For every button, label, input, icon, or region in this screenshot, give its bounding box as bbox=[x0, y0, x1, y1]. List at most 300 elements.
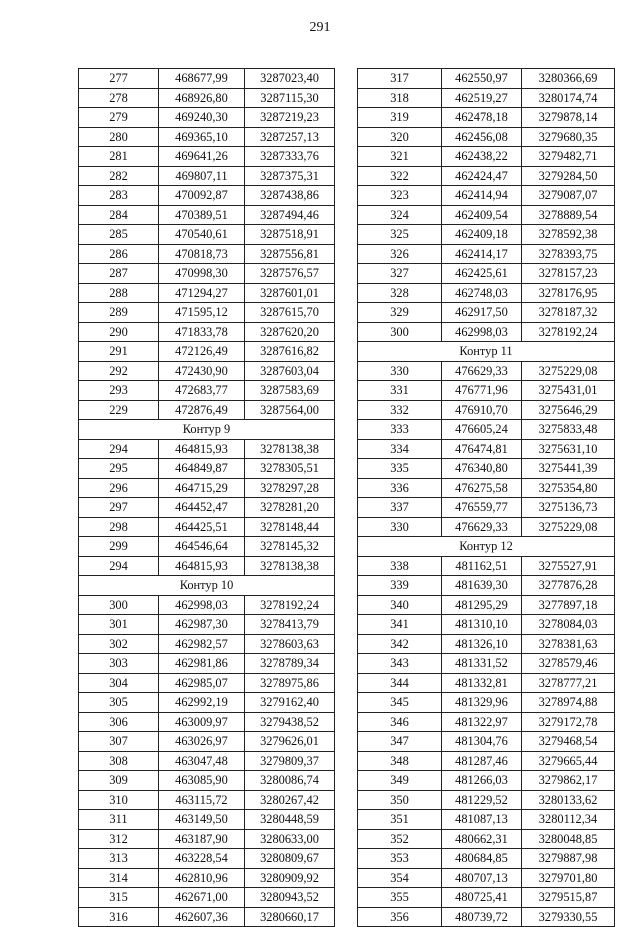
table-row bbox=[358, 439, 615, 459]
table-row bbox=[358, 868, 615, 888]
x-coordinate-cell: 462810,96 bbox=[159, 868, 245, 888]
x-coordinate-cell: 464425,51 bbox=[159, 517, 245, 537]
y-coordinate-cell: 3278579,46 bbox=[522, 654, 615, 674]
y-coordinate-cell: 3279887,98 bbox=[522, 849, 615, 869]
x-coordinate-cell: 476275,58 bbox=[442, 478, 522, 498]
table-row bbox=[79, 459, 335, 479]
x-coordinate-cell: 476340,80 bbox=[442, 459, 522, 479]
x-coordinate-cell: 463187,90 bbox=[159, 829, 245, 849]
y-coordinate-cell: 3287556,81 bbox=[245, 244, 335, 264]
point-number-cell: 309 bbox=[79, 771, 159, 791]
table-row bbox=[79, 712, 335, 732]
table-row bbox=[79, 283, 335, 303]
y-coordinate-cell: 3287115,30 bbox=[245, 88, 335, 108]
x-coordinate-cell: 468677,99 bbox=[159, 69, 245, 89]
table-row bbox=[79, 810, 335, 830]
table-row bbox=[358, 556, 615, 576]
table-row bbox=[79, 439, 335, 459]
x-coordinate-cell: 462425,61 bbox=[442, 264, 522, 284]
table-row bbox=[358, 459, 615, 479]
table-row bbox=[79, 849, 335, 869]
table-row bbox=[358, 693, 615, 713]
point-number-cell: 294 bbox=[79, 556, 159, 576]
x-coordinate-cell: 462424,47 bbox=[442, 166, 522, 186]
point-number-cell: 282 bbox=[79, 166, 159, 186]
table-row bbox=[358, 771, 615, 791]
point-number-cell: 294 bbox=[79, 439, 159, 459]
y-coordinate-cell: 3279680,35 bbox=[522, 127, 615, 147]
y-coordinate-cell: 3278297,28 bbox=[245, 478, 335, 498]
y-coordinate-cell: 3275136,73 bbox=[522, 498, 615, 518]
y-coordinate-cell: 3287576,57 bbox=[245, 264, 335, 284]
y-coordinate-cell: 3279626,01 bbox=[245, 732, 335, 752]
point-number-cell: 313 bbox=[79, 849, 159, 869]
y-coordinate-cell: 3278187,32 bbox=[522, 303, 615, 323]
x-coordinate-cell: 464452,47 bbox=[159, 498, 245, 518]
point-number-cell: 281 bbox=[79, 147, 159, 167]
y-coordinate-cell: 3287333,76 bbox=[245, 147, 335, 167]
x-coordinate-cell: 462981,86 bbox=[159, 654, 245, 674]
point-number-cell: 304 bbox=[79, 673, 159, 693]
point-number-cell: 334 bbox=[358, 439, 442, 459]
y-coordinate-cell: 3278592,38 bbox=[522, 225, 615, 245]
point-number-cell: 291 bbox=[79, 342, 159, 362]
x-coordinate-cell: 472876,49 bbox=[159, 400, 245, 420]
table-row bbox=[358, 595, 615, 615]
point-number-cell: 323 bbox=[358, 186, 442, 206]
point-number-cell: 307 bbox=[79, 732, 159, 752]
y-coordinate-cell: 3275229,08 bbox=[522, 517, 615, 537]
table-row bbox=[79, 127, 335, 147]
point-number-cell: 352 bbox=[358, 829, 442, 849]
y-coordinate-cell: 3278413,79 bbox=[245, 615, 335, 635]
contour-title: Контур 12 bbox=[358, 537, 615, 557]
table-row bbox=[358, 517, 615, 537]
y-coordinate-cell: 3275646,29 bbox=[522, 400, 615, 420]
x-coordinate-cell: 470818,73 bbox=[159, 244, 245, 264]
x-coordinate-cell: 462987,30 bbox=[159, 615, 245, 635]
y-coordinate-cell: 3275631,10 bbox=[522, 439, 615, 459]
table-row bbox=[358, 166, 615, 186]
x-coordinate-cell: 463047,48 bbox=[159, 751, 245, 771]
table-row bbox=[358, 244, 615, 264]
table-row bbox=[358, 849, 615, 869]
y-coordinate-cell: 3280633,00 bbox=[245, 829, 335, 849]
table-row bbox=[79, 361, 335, 381]
table-row bbox=[358, 361, 615, 381]
point-number-cell: 308 bbox=[79, 751, 159, 771]
x-coordinate-cell: 462414,17 bbox=[442, 244, 522, 264]
y-coordinate-cell: 3278603,63 bbox=[245, 634, 335, 654]
x-coordinate-cell: 481304,76 bbox=[442, 732, 522, 752]
point-number-cell: 287 bbox=[79, 264, 159, 284]
contour-header-row bbox=[79, 576, 335, 596]
y-coordinate-cell: 3278138,38 bbox=[245, 556, 335, 576]
x-coordinate-cell: 481331,52 bbox=[442, 654, 522, 674]
y-coordinate-cell: 3279162,40 bbox=[245, 693, 335, 713]
point-number-cell: 322 bbox=[358, 166, 442, 186]
x-coordinate-cell: 481087,13 bbox=[442, 810, 522, 830]
x-coordinate-cell: 462414,94 bbox=[442, 186, 522, 206]
table-row bbox=[358, 712, 615, 732]
table-row bbox=[358, 576, 615, 596]
y-coordinate-cell: 3275833,48 bbox=[522, 420, 615, 440]
point-number-cell: 332 bbox=[358, 400, 442, 420]
y-coordinate-cell: 3287583,69 bbox=[245, 381, 335, 401]
x-coordinate-cell: 481229,52 bbox=[442, 790, 522, 810]
table-row bbox=[79, 634, 335, 654]
coordinates-table-left bbox=[78, 68, 335, 927]
point-number-cell: 310 bbox=[79, 790, 159, 810]
point-number-cell: 338 bbox=[358, 556, 442, 576]
x-coordinate-cell: 481329,96 bbox=[442, 693, 522, 713]
table-row bbox=[358, 400, 615, 420]
table-row bbox=[79, 186, 335, 206]
point-number-cell: 349 bbox=[358, 771, 442, 791]
point-number-cell: 311 bbox=[79, 810, 159, 830]
table-row bbox=[358, 303, 615, 323]
y-coordinate-cell: 3278138,38 bbox=[245, 439, 335, 459]
y-coordinate-cell: 3278157,23 bbox=[522, 264, 615, 284]
table-row bbox=[358, 634, 615, 654]
y-coordinate-cell: 3278789,34 bbox=[245, 654, 335, 674]
point-number-cell: 280 bbox=[79, 127, 159, 147]
table-row bbox=[79, 771, 335, 791]
point-number-cell: 299 bbox=[79, 537, 159, 557]
point-number-cell: 317 bbox=[358, 69, 442, 89]
x-coordinate-cell: 476629,33 bbox=[442, 517, 522, 537]
y-coordinate-cell: 3279087,07 bbox=[522, 186, 615, 206]
page-number: 291 bbox=[309, 20, 331, 35]
point-number-cell: 344 bbox=[358, 673, 442, 693]
table-row bbox=[79, 537, 335, 557]
x-coordinate-cell: 462550,97 bbox=[442, 69, 522, 89]
y-coordinate-cell: 3279515,87 bbox=[522, 888, 615, 908]
table-row bbox=[358, 478, 615, 498]
x-coordinate-cell: 463149,50 bbox=[159, 810, 245, 830]
table-row bbox=[358, 829, 615, 849]
table-row bbox=[79, 303, 335, 323]
y-coordinate-cell: 3278176,95 bbox=[522, 283, 615, 303]
x-coordinate-cell: 464815,93 bbox=[159, 439, 245, 459]
x-coordinate-cell: 481295,29 bbox=[442, 595, 522, 615]
x-coordinate-cell: 462438,22 bbox=[442, 147, 522, 167]
contour-title: Контур 9 bbox=[79, 420, 335, 440]
y-coordinate-cell: 3287615,70 bbox=[245, 303, 335, 323]
x-coordinate-cell: 462998,03 bbox=[442, 322, 522, 342]
x-coordinate-cell: 481287,46 bbox=[442, 751, 522, 771]
x-coordinate-cell: 463228,54 bbox=[159, 849, 245, 869]
table-row bbox=[358, 810, 615, 830]
point-number-cell: 329 bbox=[358, 303, 442, 323]
table-row bbox=[358, 673, 615, 693]
x-coordinate-cell: 481639,30 bbox=[442, 576, 522, 596]
point-number-cell: 340 bbox=[358, 595, 442, 615]
point-number-cell: 326 bbox=[358, 244, 442, 264]
y-coordinate-cell: 3279284,50 bbox=[522, 166, 615, 186]
table-row bbox=[358, 888, 615, 908]
point-number-cell: 339 bbox=[358, 576, 442, 596]
x-coordinate-cell: 464815,93 bbox=[159, 556, 245, 576]
point-number-cell: 325 bbox=[358, 225, 442, 245]
x-coordinate-cell: 480739,72 bbox=[442, 907, 522, 927]
table-row bbox=[358, 69, 615, 89]
point-number-cell: 342 bbox=[358, 634, 442, 654]
x-coordinate-cell: 481326,10 bbox=[442, 634, 522, 654]
point-number-cell: 278 bbox=[79, 88, 159, 108]
table-row bbox=[79, 517, 335, 537]
point-number-cell: 283 bbox=[79, 186, 159, 206]
point-number-cell: 298 bbox=[79, 517, 159, 537]
table-row bbox=[358, 322, 615, 342]
point-number-cell: 318 bbox=[358, 88, 442, 108]
point-number-cell: 305 bbox=[79, 693, 159, 713]
y-coordinate-cell: 3287494,46 bbox=[245, 205, 335, 225]
table-row bbox=[358, 498, 615, 518]
y-coordinate-cell: 3287375,31 bbox=[245, 166, 335, 186]
point-number-cell: 350 bbox=[358, 790, 442, 810]
point-number-cell: 300 bbox=[358, 322, 442, 342]
point-number-cell: 306 bbox=[79, 712, 159, 732]
table-row bbox=[358, 186, 615, 206]
x-coordinate-cell: 462409,18 bbox=[442, 225, 522, 245]
y-coordinate-cell: 3279438,52 bbox=[245, 712, 335, 732]
table-row bbox=[358, 283, 615, 303]
y-coordinate-cell: 3279330,55 bbox=[522, 907, 615, 927]
y-coordinate-cell: 3280267,42 bbox=[245, 790, 335, 810]
x-coordinate-cell: 470389,51 bbox=[159, 205, 245, 225]
point-number-cell: 295 bbox=[79, 459, 159, 479]
x-coordinate-cell: 462671,00 bbox=[159, 888, 245, 908]
x-coordinate-cell: 470540,61 bbox=[159, 225, 245, 245]
y-coordinate-cell: 3275441,39 bbox=[522, 459, 615, 479]
contour-title: Контур 11 bbox=[358, 342, 615, 362]
contour-header-row bbox=[358, 537, 615, 557]
point-number-cell: 303 bbox=[79, 654, 159, 674]
table-row bbox=[79, 693, 335, 713]
y-coordinate-cell: 3278148,44 bbox=[245, 517, 335, 537]
x-coordinate-cell: 462982,57 bbox=[159, 634, 245, 654]
point-number-cell: 300 bbox=[79, 595, 159, 615]
point-number-cell: 229 bbox=[79, 400, 159, 420]
x-coordinate-cell: 481266,03 bbox=[442, 771, 522, 791]
point-number-cell: 355 bbox=[358, 888, 442, 908]
y-coordinate-cell: 3287601,01 bbox=[245, 283, 335, 303]
table-row bbox=[79, 166, 335, 186]
point-number-cell: 320 bbox=[358, 127, 442, 147]
point-number-cell: 284 bbox=[79, 205, 159, 225]
table-row bbox=[79, 88, 335, 108]
y-coordinate-cell: 3278889,54 bbox=[522, 205, 615, 225]
y-coordinate-cell: 3279482,71 bbox=[522, 147, 615, 167]
x-coordinate-cell: 462992,19 bbox=[159, 693, 245, 713]
coordinates-table-right bbox=[357, 68, 615, 927]
x-coordinate-cell: 463009,97 bbox=[159, 712, 245, 732]
table-row bbox=[79, 69, 335, 89]
y-coordinate-cell: 3280943,52 bbox=[245, 888, 335, 908]
table-row bbox=[358, 127, 615, 147]
y-coordinate-cell: 3287518,91 bbox=[245, 225, 335, 245]
table-row bbox=[358, 420, 615, 440]
table-row bbox=[79, 400, 335, 420]
table-row bbox=[79, 654, 335, 674]
table-row bbox=[79, 478, 335, 498]
y-coordinate-cell: 3275527,91 bbox=[522, 556, 615, 576]
x-coordinate-cell: 462748,03 bbox=[442, 283, 522, 303]
point-number-cell: 302 bbox=[79, 634, 159, 654]
y-coordinate-cell: 3279172,78 bbox=[522, 712, 615, 732]
x-coordinate-cell: 476559,77 bbox=[442, 498, 522, 518]
table-row bbox=[79, 498, 335, 518]
table-row bbox=[358, 732, 615, 752]
point-number-cell: 356 bbox=[358, 907, 442, 927]
y-coordinate-cell: 3277897,18 bbox=[522, 595, 615, 615]
point-number-cell: 293 bbox=[79, 381, 159, 401]
table-row bbox=[79, 751, 335, 771]
y-coordinate-cell: 3275229,08 bbox=[522, 361, 615, 381]
x-coordinate-cell: 472683,77 bbox=[159, 381, 245, 401]
y-coordinate-cell: 3278192,24 bbox=[522, 322, 615, 342]
x-coordinate-cell: 480662,31 bbox=[442, 829, 522, 849]
x-coordinate-cell: 481162,51 bbox=[442, 556, 522, 576]
x-coordinate-cell: 462456,08 bbox=[442, 127, 522, 147]
y-coordinate-cell: 3278305,51 bbox=[245, 459, 335, 479]
point-number-cell: 312 bbox=[79, 829, 159, 849]
point-number-cell: 328 bbox=[358, 283, 442, 303]
x-coordinate-cell: 481310,10 bbox=[442, 615, 522, 635]
x-coordinate-cell: 476474,81 bbox=[442, 439, 522, 459]
point-number-cell: 319 bbox=[358, 108, 442, 128]
x-coordinate-cell: 476910,70 bbox=[442, 400, 522, 420]
table-row bbox=[358, 88, 615, 108]
table-row bbox=[79, 790, 335, 810]
point-number-cell: 277 bbox=[79, 69, 159, 89]
x-coordinate-cell: 462519,27 bbox=[442, 88, 522, 108]
y-coordinate-cell: 3287219,23 bbox=[245, 108, 335, 128]
y-coordinate-cell: 3275431,01 bbox=[522, 381, 615, 401]
point-number-cell: 333 bbox=[358, 420, 442, 440]
y-coordinate-cell: 3278975,86 bbox=[245, 673, 335, 693]
table-row bbox=[358, 225, 615, 245]
y-coordinate-cell: 3287023,40 bbox=[245, 69, 335, 89]
table-row bbox=[79, 205, 335, 225]
contour-header-row bbox=[79, 420, 335, 440]
point-number-cell: 330 bbox=[358, 517, 442, 537]
table-row bbox=[358, 205, 615, 225]
x-coordinate-cell: 462998,03 bbox=[159, 595, 245, 615]
table-row bbox=[358, 615, 615, 635]
point-number-cell: 331 bbox=[358, 381, 442, 401]
point-number-cell: 345 bbox=[358, 693, 442, 713]
x-coordinate-cell: 471595,12 bbox=[159, 303, 245, 323]
point-number-cell: 288 bbox=[79, 283, 159, 303]
y-coordinate-cell: 3279862,17 bbox=[522, 771, 615, 791]
point-number-cell: 351 bbox=[358, 810, 442, 830]
y-coordinate-cell: 3279665,44 bbox=[522, 751, 615, 771]
x-coordinate-cell: 469365,10 bbox=[159, 127, 245, 147]
y-coordinate-cell: 3280909,92 bbox=[245, 868, 335, 888]
point-number-cell: 321 bbox=[358, 147, 442, 167]
y-coordinate-cell: 3278393,75 bbox=[522, 244, 615, 264]
x-coordinate-cell: 476605,24 bbox=[442, 420, 522, 440]
table-row bbox=[79, 556, 335, 576]
y-coordinate-cell: 3287564,00 bbox=[245, 400, 335, 420]
y-coordinate-cell: 3278974,88 bbox=[522, 693, 615, 713]
y-coordinate-cell: 3280048,85 bbox=[522, 829, 615, 849]
table-row bbox=[358, 790, 615, 810]
point-number-cell: 353 bbox=[358, 849, 442, 869]
point-number-cell: 286 bbox=[79, 244, 159, 264]
y-coordinate-cell: 3278381,63 bbox=[522, 634, 615, 654]
point-number-cell: 324 bbox=[358, 205, 442, 225]
x-coordinate-cell: 471294,27 bbox=[159, 283, 245, 303]
x-coordinate-cell: 472126,49 bbox=[159, 342, 245, 362]
x-coordinate-cell: 463115,72 bbox=[159, 790, 245, 810]
table-row bbox=[79, 595, 335, 615]
x-coordinate-cell: 480707,13 bbox=[442, 868, 522, 888]
x-coordinate-cell: 464849,87 bbox=[159, 459, 245, 479]
x-coordinate-cell: 462985,07 bbox=[159, 673, 245, 693]
y-coordinate-cell: 3280366,69 bbox=[522, 69, 615, 89]
x-coordinate-cell: 463085,90 bbox=[159, 771, 245, 791]
x-coordinate-cell: 469641,26 bbox=[159, 147, 245, 167]
table-row bbox=[79, 244, 335, 264]
table-row bbox=[79, 615, 335, 635]
y-coordinate-cell: 3287620,20 bbox=[245, 322, 335, 342]
point-number-cell: 327 bbox=[358, 264, 442, 284]
table-row bbox=[79, 108, 335, 128]
point-number-cell: 354 bbox=[358, 868, 442, 888]
point-number-cell: 341 bbox=[358, 615, 442, 635]
x-coordinate-cell: 469240,30 bbox=[159, 108, 245, 128]
table-row bbox=[79, 732, 335, 752]
y-coordinate-cell: 3275354,80 bbox=[522, 478, 615, 498]
point-number-cell: 315 bbox=[79, 888, 159, 908]
point-number-cell: 279 bbox=[79, 108, 159, 128]
x-coordinate-cell: 480684,85 bbox=[442, 849, 522, 869]
y-coordinate-cell: 3287616,82 bbox=[245, 342, 335, 362]
x-coordinate-cell: 480725,41 bbox=[442, 888, 522, 908]
x-coordinate-cell: 464715,29 bbox=[159, 478, 245, 498]
table-row bbox=[79, 342, 335, 362]
y-coordinate-cell: 3278281,20 bbox=[245, 498, 335, 518]
y-coordinate-cell: 3280174,74 bbox=[522, 88, 615, 108]
table-row bbox=[79, 868, 335, 888]
table-row bbox=[358, 264, 615, 284]
x-coordinate-cell: 470092,87 bbox=[159, 186, 245, 206]
x-coordinate-cell: 472430,90 bbox=[159, 361, 245, 381]
point-number-cell: 297 bbox=[79, 498, 159, 518]
table-row bbox=[79, 225, 335, 245]
table-row bbox=[79, 147, 335, 167]
point-number-cell: 343 bbox=[358, 654, 442, 674]
point-number-cell: 336 bbox=[358, 478, 442, 498]
point-number-cell: 296 bbox=[79, 478, 159, 498]
point-number-cell: 347 bbox=[358, 732, 442, 752]
table-row bbox=[79, 829, 335, 849]
point-number-cell: 337 bbox=[358, 498, 442, 518]
y-coordinate-cell: 3280133,62 bbox=[522, 790, 615, 810]
y-coordinate-cell: 3280660,17 bbox=[245, 907, 335, 927]
x-coordinate-cell: 470998,30 bbox=[159, 264, 245, 284]
y-coordinate-cell: 3280112,34 bbox=[522, 810, 615, 830]
point-number-cell: 330 bbox=[358, 361, 442, 381]
x-coordinate-cell: 468926,80 bbox=[159, 88, 245, 108]
point-number-cell: 348 bbox=[358, 751, 442, 771]
y-coordinate-cell: 3278777,21 bbox=[522, 673, 615, 693]
point-number-cell: 289 bbox=[79, 303, 159, 323]
x-coordinate-cell: 476771,96 bbox=[442, 381, 522, 401]
